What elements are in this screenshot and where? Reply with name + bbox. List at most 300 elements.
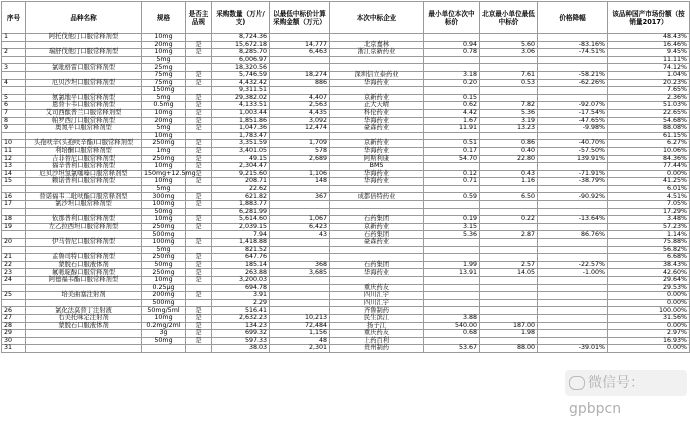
drug-name-cell: 培美曲塞注射剂 — [26, 292, 142, 300]
unit-bid-price-cell: 0.78 — [424, 49, 480, 57]
purchase-amount-cell — [270, 239, 330, 247]
drug-name-cell — [26, 337, 142, 345]
winning-company-cell: 浙江京新药业 — [330, 49, 424, 57]
drug-name-cell — [26, 330, 142, 338]
spec-cell: 300mg — [142, 193, 186, 201]
domestic-share-cell: 0.00% — [608, 299, 690, 307]
purchase-qty-cell: 208.71 — [212, 178, 270, 186]
price-drop-cell: -90.92% — [538, 193, 608, 201]
spec-cell: 5mg — [142, 246, 186, 254]
unit-bid-price-cell: 13.91 — [424, 269, 480, 277]
row-index-cell: 10 — [2, 140, 26, 148]
spec-cell: 10mg — [142, 178, 186, 186]
winning-company-cell — [330, 246, 424, 254]
domestic-share-cell: 1.04% — [608, 71, 690, 79]
is-main-spec-cell — [186, 34, 212, 42]
purchase-qty-cell: 185.14 — [212, 261, 270, 269]
domestic-share-cell: 3.48% — [608, 216, 690, 224]
domestic-share-cell: 74.12% — [608, 64, 690, 72]
domestic-share-cell: 41.25% — [608, 178, 690, 186]
domestic-share-cell: 6.68% — [608, 254, 690, 262]
header-cell: 最小单位本次中标价 — [424, 2, 480, 34]
beijing-lowest-price-cell — [480, 284, 538, 292]
is-main-spec-cell: 是 — [186, 193, 212, 201]
drug-name-cell: 蒙脱石口服液体剂 — [26, 322, 142, 330]
beijing-lowest-price-cell — [480, 201, 538, 209]
row-index-cell: 27 — [2, 314, 26, 322]
table-row — [2, 34, 690, 42]
domestic-share-cell: 16.93% — [608, 337, 690, 345]
domestic-share-cell: 9.45% — [608, 49, 690, 57]
is-main-spec-cell: 是 — [186, 307, 212, 315]
price-drop-cell — [538, 201, 608, 209]
purchase-qty-cell: 621.82 — [212, 193, 270, 201]
purchase-qty-cell: 8,724.36 — [212, 34, 270, 42]
is-main-spec-cell: 是 — [186, 49, 212, 57]
winning-company-cell: 华海药业 — [330, 147, 424, 155]
price-drop-cell — [538, 34, 608, 42]
unit-bid-price-cell: 3.18 — [424, 71, 480, 79]
purchase-amount-cell: 3,092 — [270, 117, 330, 125]
drug-name-cell: 赖诺普利口服常释剂型 — [26, 178, 142, 186]
row-index-cell: 25 — [2, 292, 26, 300]
is-main-spec-cell: 是 — [186, 125, 212, 133]
domestic-share-cell: 54.68% — [608, 117, 690, 125]
unit-bid-price-cell — [424, 284, 480, 292]
spec-cell: 5mg — [142, 56, 186, 64]
unit-bid-price-cell: 0.20 — [424, 79, 480, 87]
price-drop-cell: -83.16% — [538, 41, 608, 49]
is-main-spec-cell — [186, 185, 212, 193]
spec-cell: 50mg — [142, 261, 186, 269]
header-cell: 规格 — [142, 2, 186, 34]
price-drop-cell: -39.01% — [538, 345, 608, 353]
spec-cell: 50mg — [142, 208, 186, 216]
spec-cell — [142, 345, 186, 353]
row-index-cell: 24 — [2, 277, 26, 285]
is-main-spec-cell: 是 — [186, 71, 212, 79]
domestic-share-cell: 0.00% — [608, 170, 690, 178]
drug-name-cell: 恩替卡韦口服常释剂型 — [26, 102, 142, 110]
beijing-lowest-price-cell: 13.23 — [480, 125, 538, 133]
unit-bid-price-cell: 0.17 — [424, 147, 480, 155]
drug-name-cell: 阿德福韦酯口服常释剂型 — [26, 277, 142, 285]
unit-bid-price-cell: 0.51 — [424, 140, 480, 148]
domestic-share-cell: 7.65% — [608, 87, 690, 95]
price-drop-cell: -58.21% — [538, 71, 608, 79]
spec-cell: 0.5mg — [142, 102, 186, 110]
domestic-share-cell: 51.03% — [608, 102, 690, 110]
purchase-amount-cell: 4,435 — [270, 109, 330, 117]
domestic-share-cell: 2.97% — [608, 330, 690, 338]
is-main-spec-cell: 是 — [186, 117, 212, 125]
price-drop-cell — [538, 299, 608, 307]
purchase-amount-cell: 1,067 — [270, 216, 330, 224]
domestic-share-cell: 6.01% — [608, 185, 690, 193]
winning-company-cell: 石药集团 — [330, 216, 424, 224]
winning-company-cell: 阿斯利康 — [330, 155, 424, 163]
beijing-lowest-price-cell: 0.53 — [480, 79, 538, 87]
beijing-lowest-price-cell: 0.43 — [480, 170, 538, 178]
row-index-cell: 5 — [2, 94, 26, 102]
purchase-qty-cell: 1,003.44 — [212, 109, 270, 117]
price-drop-cell — [538, 87, 608, 95]
purchase-qty-cell: 821.52 — [212, 246, 270, 254]
is-main-spec-cell: 是 — [186, 102, 212, 110]
domestic-share-cell: 48.43% — [608, 34, 690, 42]
domestic-share-cell: 38.43% — [608, 261, 690, 269]
purchase-qty-cell: 597.33 — [212, 337, 270, 345]
drug-name-cell: 厄贝沙坦氢氯噻嗪口服常释剂型 — [26, 170, 142, 178]
is-main-spec-cell: 是 — [186, 223, 212, 231]
beijing-lowest-price-cell — [480, 34, 538, 42]
purchase-qty-cell: 1,851.86 — [212, 117, 270, 125]
price-drop-cell — [538, 284, 608, 292]
spec-cell: 200mg — [142, 292, 186, 300]
spec-cell: 10mg — [142, 109, 186, 117]
purchase-amount-cell: 2,301 — [270, 345, 330, 353]
domestic-share-cell: 11.11% — [608, 56, 690, 64]
winning-company-cell: 贵州制药 — [330, 345, 424, 353]
price-drop-cell: -71.91% — [538, 170, 608, 178]
winning-company-cell: 豪森药业 — [330, 125, 424, 133]
domestic-share-cell: 6.27% — [608, 140, 690, 148]
price-drop-cell — [538, 307, 608, 315]
price-drop-cell — [538, 322, 608, 330]
unit-bid-price-cell: 0.71 — [424, 178, 480, 186]
is-main-spec-cell: 是 — [186, 277, 212, 285]
drug-name-cell: 阿托伐他汀口服常释剂型 — [26, 34, 142, 42]
purchase-amount-cell — [270, 277, 330, 285]
purchase-amount-cell — [270, 185, 330, 193]
winning-company-cell: 科伦药业 — [330, 109, 424, 117]
watermark-text: 微信号：gpbpcn — [569, 375, 644, 417]
row-index-cell: 23 — [2, 269, 26, 277]
is-main-spec-cell: 是 — [186, 216, 212, 224]
is-main-spec-cell: 是 — [186, 201, 212, 209]
purchase-qty-cell: 694.78 — [212, 284, 270, 292]
winning-company-cell: 石药集团 — [330, 231, 424, 239]
unit-bid-price-cell: 0.94 — [424, 41, 480, 49]
unit-bid-price-cell: 0.62 — [424, 102, 480, 110]
purchase-amount-cell: 6,463 — [270, 49, 330, 57]
winning-company-cell: 华海药业 — [330, 117, 424, 125]
purchase-amount-cell: 367 — [270, 193, 330, 201]
spec-cell: 75mg — [142, 79, 186, 87]
unit-bid-price-cell: 53.67 — [424, 345, 480, 353]
beijing-lowest-price-cell — [480, 314, 538, 322]
winning-company-cell — [330, 201, 424, 209]
drug-name-cell: 利培酮口服常释剂型 — [26, 147, 142, 155]
beijing-lowest-price-cell: 6.50 — [480, 193, 538, 201]
domestic-share-cell: 22.65% — [608, 109, 690, 117]
winning-company-cell: 深圳信立泰药业 — [330, 71, 424, 79]
domestic-share-cell: 29.64% — [608, 277, 690, 285]
row-index-cell: 21 — [2, 254, 26, 262]
price-drop-cell: -38.79% — [538, 178, 608, 186]
row-index-cell: 6 — [2, 102, 26, 110]
table-row — [2, 185, 690, 193]
price-drop-cell — [538, 239, 608, 247]
winning-company-cell: 重庆药友 — [330, 330, 424, 338]
price-drop-cell — [538, 314, 608, 322]
unit-bid-price-cell — [424, 185, 480, 193]
domestic-share-cell: 10.06% — [608, 147, 690, 155]
spec-cell: 75mg — [142, 71, 186, 79]
purchase-qty-cell: 3,200.03 — [212, 277, 270, 285]
domestic-share-cell: 16.46% — [608, 41, 690, 49]
table-row — [2, 314, 690, 322]
is-main-spec-cell — [186, 345, 212, 353]
spec-cell: 5mg — [142, 185, 186, 193]
purchase-qty-cell: 2,039.15 — [212, 223, 270, 231]
is-main-spec-cell: 是 — [186, 254, 212, 262]
is-main-spec-cell: 是 — [186, 314, 212, 322]
domestic-share-cell: 61.15% — [608, 132, 690, 140]
unit-bid-price-cell: 0.12 — [424, 170, 480, 178]
purchase-qty-cell: 3,351.59 — [212, 140, 270, 148]
beijing-lowest-price-cell — [480, 246, 538, 254]
price-drop-cell: -47.65% — [538, 117, 608, 125]
beijing-lowest-price-cell: 2.87 — [480, 231, 538, 239]
beijing-lowest-price-cell: 3.19 — [480, 117, 538, 125]
drug-name-cell: 吉非替尼口服常释剂型 — [26, 155, 142, 163]
domestic-share-cell: 7.05% — [608, 201, 690, 209]
purchase-amount-cell: 4,407 — [270, 94, 330, 102]
table-row — [2, 239, 690, 247]
unit-bid-price-cell: 0.68 — [424, 330, 480, 338]
procurement-table — [1, 1, 690, 353]
row-index-cell: 22 — [2, 261, 26, 269]
row-index-cell: 2 — [2, 49, 26, 57]
purchase-qty-cell: 1,418.88 — [212, 239, 270, 247]
unit-bid-price-cell: 11.91 — [424, 125, 480, 133]
winning-company-cell: 重庆药友 — [330, 284, 424, 292]
wechat-icon — [569, 376, 585, 390]
row-index-cell: 8 — [2, 117, 26, 125]
price-drop-cell: -92.07% — [538, 102, 608, 110]
purchase-qty-cell: 3,401.05 — [212, 147, 270, 155]
domestic-share-cell: 2.36% — [608, 94, 690, 102]
purchase-amount-cell: 14,777 — [270, 41, 330, 49]
spec-cell: 5mg — [142, 94, 186, 102]
domestic-share-cell: 88.08% — [608, 125, 690, 133]
is-main-spec-cell: 是 — [186, 178, 212, 186]
winning-company-cell: 成都倍特药业 — [330, 193, 424, 201]
unit-bid-price-cell: 1.67 — [424, 117, 480, 125]
unit-bid-price-cell: 0.19 — [424, 216, 480, 224]
winning-company-cell: 正大天晴 — [330, 102, 424, 110]
table-row — [2, 79, 690, 87]
winning-company-cell — [330, 185, 424, 193]
domestic-share-cell: 17.29% — [608, 208, 690, 216]
price-drop-cell: 139.91% — [538, 155, 608, 163]
domestic-share-cell: 20.23% — [608, 79, 690, 87]
winning-company-cell — [330, 277, 424, 285]
table-row — [2, 322, 690, 330]
row-index-cell: 31 — [2, 345, 26, 353]
price-drop-cell: -57.50% — [538, 147, 608, 155]
unit-bid-price-cell: 540.00 — [424, 322, 480, 330]
unit-bid-price-cell: 5.36 — [424, 231, 480, 239]
purchase-amount-cell — [270, 56, 330, 64]
spec-cell: 250mg — [142, 223, 186, 231]
purchase-qty-cell: 29,382.02 — [212, 94, 270, 102]
winning-company-cell: 京新药业 — [330, 223, 424, 231]
price-drop-cell — [538, 56, 608, 64]
row-index-cell: 4 — [2, 79, 26, 87]
header-cell: 本次中标企业 — [330, 2, 424, 34]
price-drop-cell: -62.26% — [538, 79, 608, 87]
beijing-lowest-price-cell: 22.80 — [480, 155, 538, 163]
purchase-amount-cell: 48 — [270, 337, 330, 345]
drug-name-cell: 右美托咪定注射剂 — [26, 314, 142, 322]
beijing-lowest-price-cell: 5.36 — [480, 109, 538, 117]
header-cell: 价格降幅 — [538, 2, 608, 34]
winning-company-cell: 石药集团 — [330, 261, 424, 269]
drug-name-cell: 孟鲁司特口服常释剂型 — [26, 254, 142, 262]
purchase-amount-cell — [270, 34, 330, 42]
beijing-lowest-price-cell — [480, 56, 538, 64]
winning-company-cell — [330, 34, 424, 42]
table-row — [2, 345, 690, 353]
domestic-share-cell: 75.88% — [608, 239, 690, 247]
table-row — [2, 201, 690, 209]
unit-bid-price-cell: 1.99 — [424, 261, 480, 269]
purchase-qty-cell: 2,304.47 — [212, 163, 270, 171]
unit-bid-price-cell — [424, 201, 480, 209]
purchase-amount-cell: 2,689 — [270, 155, 330, 163]
is-main-spec-cell: 是 — [186, 140, 212, 148]
drug-name-cell: 瑞舒伐他汀口服常释剂型 — [26, 49, 142, 57]
purchase-qty-cell: 38.03 — [212, 345, 270, 353]
drug-name-cell: 伊马替尼口服常释剂型 — [26, 239, 142, 247]
purchase-qty-cell: 6,281.99 — [212, 208, 270, 216]
drug-name-cell: 蒙脱石口服液体剂 — [26, 261, 142, 269]
header-cell: 品种名称 — [26, 2, 142, 34]
drug-name-cell — [26, 185, 142, 193]
drug-name-cell — [26, 345, 142, 353]
purchase-qty-cell: 9,215.60 — [212, 170, 270, 178]
purchase-qty-cell: 15,672.18 — [212, 41, 270, 49]
is-main-spec-cell: 是 — [186, 292, 212, 300]
is-main-spec-cell: 是 — [186, 155, 212, 163]
purchase-qty-cell: 5,614.60 — [212, 216, 270, 224]
drug-name-cell — [26, 299, 142, 307]
domestic-share-cell: 57.23% — [608, 223, 690, 231]
is-main-spec-cell: 是 — [186, 41, 212, 49]
row-index-cell: 12 — [2, 155, 26, 163]
table-header-row — [2, 2, 690, 34]
header-cell: 采购数量（万片/支) — [212, 2, 270, 34]
row-index-cell: 7 — [2, 109, 26, 117]
purchase-amount-cell: 578 — [270, 147, 330, 155]
is-main-spec-cell: 是 — [186, 261, 212, 269]
beijing-lowest-price-cell: 7.61 — [480, 71, 538, 79]
is-main-spec-cell — [186, 56, 212, 64]
row-index-cell — [2, 299, 26, 307]
spec-cell: 25mg — [142, 64, 186, 72]
winning-company-cell: 四川汇宇 — [330, 299, 424, 307]
domestic-share-cell: 0.00% — [608, 292, 690, 300]
spec-cell: 10mg — [142, 163, 186, 171]
unit-bid-price-cell: 3.15 — [424, 223, 480, 231]
purchase-amount-cell — [270, 201, 330, 209]
table-row — [2, 299, 690, 307]
beijing-lowest-price-cell: 1.16 — [480, 178, 538, 186]
drug-name-cell: 氟哌啶醇口服常释剂型 — [26, 269, 142, 277]
drug-name-cell: 厄贝沙坦口服常释剂型 — [26, 79, 142, 87]
purchase-qty-cell: 5,746.59 — [212, 71, 270, 79]
beijing-lowest-price-cell — [480, 307, 538, 315]
table-row — [2, 223, 690, 231]
is-main-spec-cell: 是 — [186, 94, 212, 102]
winning-company-cell: 北京嘉林 — [330, 41, 424, 49]
row-index-cell — [2, 185, 26, 193]
price-drop-cell — [538, 246, 608, 254]
table-row — [2, 178, 690, 186]
purchase-qty-cell: 1,047.36 — [212, 125, 270, 133]
drug-name-cell: 头孢呋辛(头孢呋辛酯)口服常释剂型 — [26, 140, 142, 148]
winning-company-cell: 豪森药业 — [330, 239, 424, 247]
table-row — [2, 330, 690, 338]
drug-name-cell: 帕罗西汀口服常释剂型 — [26, 117, 142, 125]
price-drop-cell: -1.00% — [538, 269, 608, 277]
winning-company-cell: 华海药业 — [330, 79, 424, 87]
is-main-spec-cell: 是 — [186, 163, 212, 171]
table-row — [2, 292, 690, 300]
price-drop-cell: -22.57% — [538, 261, 608, 269]
drug-name-cell: 氨氯地平口服常释剂型 — [26, 94, 142, 102]
row-index-cell — [2, 56, 26, 64]
is-main-spec-cell: 是 — [186, 79, 212, 87]
unit-bid-price-cell — [424, 299, 480, 307]
spec-cell: 250mg — [142, 269, 186, 277]
unit-bid-price-cell: 54.70 — [424, 155, 480, 163]
row-index-cell: 18 — [2, 216, 26, 224]
row-index-cell: 20 — [2, 239, 26, 247]
beijing-lowest-price-cell — [480, 277, 538, 285]
winning-company-cell: 华海药业 — [330, 170, 424, 178]
unit-bid-price-cell — [424, 239, 480, 247]
table-row — [2, 49, 690, 57]
winning-company-cell: 上药百利 — [330, 337, 424, 345]
unit-bid-price-cell: 4.42 — [424, 109, 480, 117]
row-index-cell: 16 — [2, 193, 26, 201]
winning-company-cell: 华海药业 — [330, 269, 424, 277]
domestic-share-cell: 84.36% — [608, 155, 690, 163]
purchase-qty-cell: 647.76 — [212, 254, 270, 262]
table-row — [2, 261, 690, 269]
spec-cell: 150mg+12.5mg — [142, 170, 186, 178]
row-index-cell: 13 — [2, 163, 26, 171]
domestic-share-cell: 4.51% — [608, 193, 690, 201]
purchase-amount-cell: 72,484 — [270, 322, 330, 330]
price-drop-cell: -13.64% — [538, 216, 608, 224]
table-body — [2, 34, 690, 353]
spec-cell: 100mg — [142, 239, 186, 247]
beijing-lowest-price-cell — [480, 87, 538, 95]
price-drop-cell: -17.54% — [538, 109, 608, 117]
spec-cell: 500mg — [142, 231, 186, 239]
purchase-qty-cell: 516.41 — [212, 307, 270, 315]
beijing-lowest-price-cell: 0.22 — [480, 216, 538, 224]
is-main-spec-cell: 是 — [186, 239, 212, 247]
spec-cell: 150mg — [142, 87, 186, 95]
is-main-spec-cell: 是 — [186, 269, 212, 277]
winning-company-cell: 京新药业 — [330, 94, 424, 102]
beijing-lowest-price-cell — [480, 239, 538, 247]
